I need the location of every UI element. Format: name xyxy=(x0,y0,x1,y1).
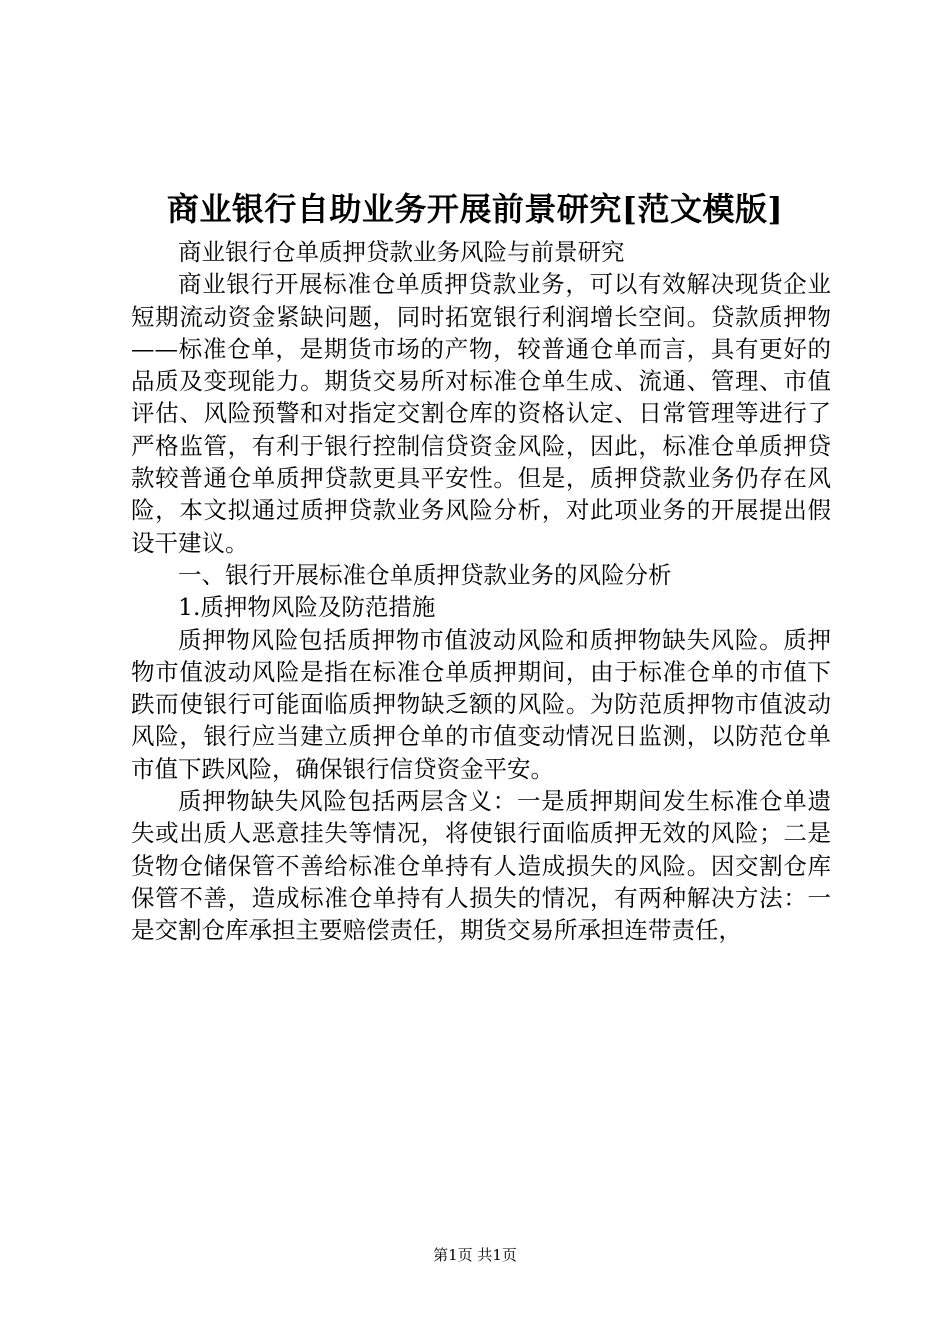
paragraph-loss-risk: 质押物缺失风险包括两层含义：一是质押期间发生标准仓单遗失或出质人恶意挂失等情况，将使银行面临质押无效的风险；二是货物仓储保管不善给标准仓单持有人造成损失的风险。因交割仓库保管不善，造成标准仓单持有人损失的情况，有两种解决方法：一是交割仓库承担主要赔偿责任，期货交易所承担连带责任， xyxy=(131,787,831,945)
document-title: 商业银行自助业务开展前景研究[范文模版] xyxy=(166,190,784,228)
paragraph-intro: 商业银行开展标准仓单质押贷款业务，可以有效解决现货企业短期流动资金紧缺问题，同时拓宽银行利润增长空间。贷款质押物——标准仓单，是期货市场的产物，较普通仓单而言，具有更好的品质及变现能力。期货交易所对标准仓单生成、流通、管理、市值评估、风险预警和对指定交割仓库的资格认定、日常管理等进行了严格监管，有利于银行控制信贷资金风险，因此，标准仓单质押贷款较普通仓单质押贷款更具平安性。但是，质押贷款业务仍存在风险，本文拟通过质押贷款业务风险分析，对此项业务的开展提出假设干建议。 xyxy=(131,270,831,557)
paragraph-market-risk: 质押物风险包括质押物市值波动风险和质押物缺失风险。质押物市值波动风险是指在标准仓单质押期间，由于标准仓单的市值下跌而使银行可能面临质押物缺乏额的风险。为防范质押物市值波动风险，银行应当建立质押仓单的市值变动情况日监测，以防范仓单市值下跌风险，确保银行信贷资金平安。 xyxy=(131,625,831,783)
document-body xyxy=(131,236,831,947)
paragraph-subtitle: 商业银行仓单质押贷款业务风险与前景研究 xyxy=(178,238,625,266)
subsection-heading: 1.质押物风险及防范措施 xyxy=(178,593,436,622)
page-footer: 第1页 共1页 xyxy=(433,1246,517,1264)
section-heading: 一、银行开展标准仓单质押贷款业务的风险分析 xyxy=(178,560,672,589)
